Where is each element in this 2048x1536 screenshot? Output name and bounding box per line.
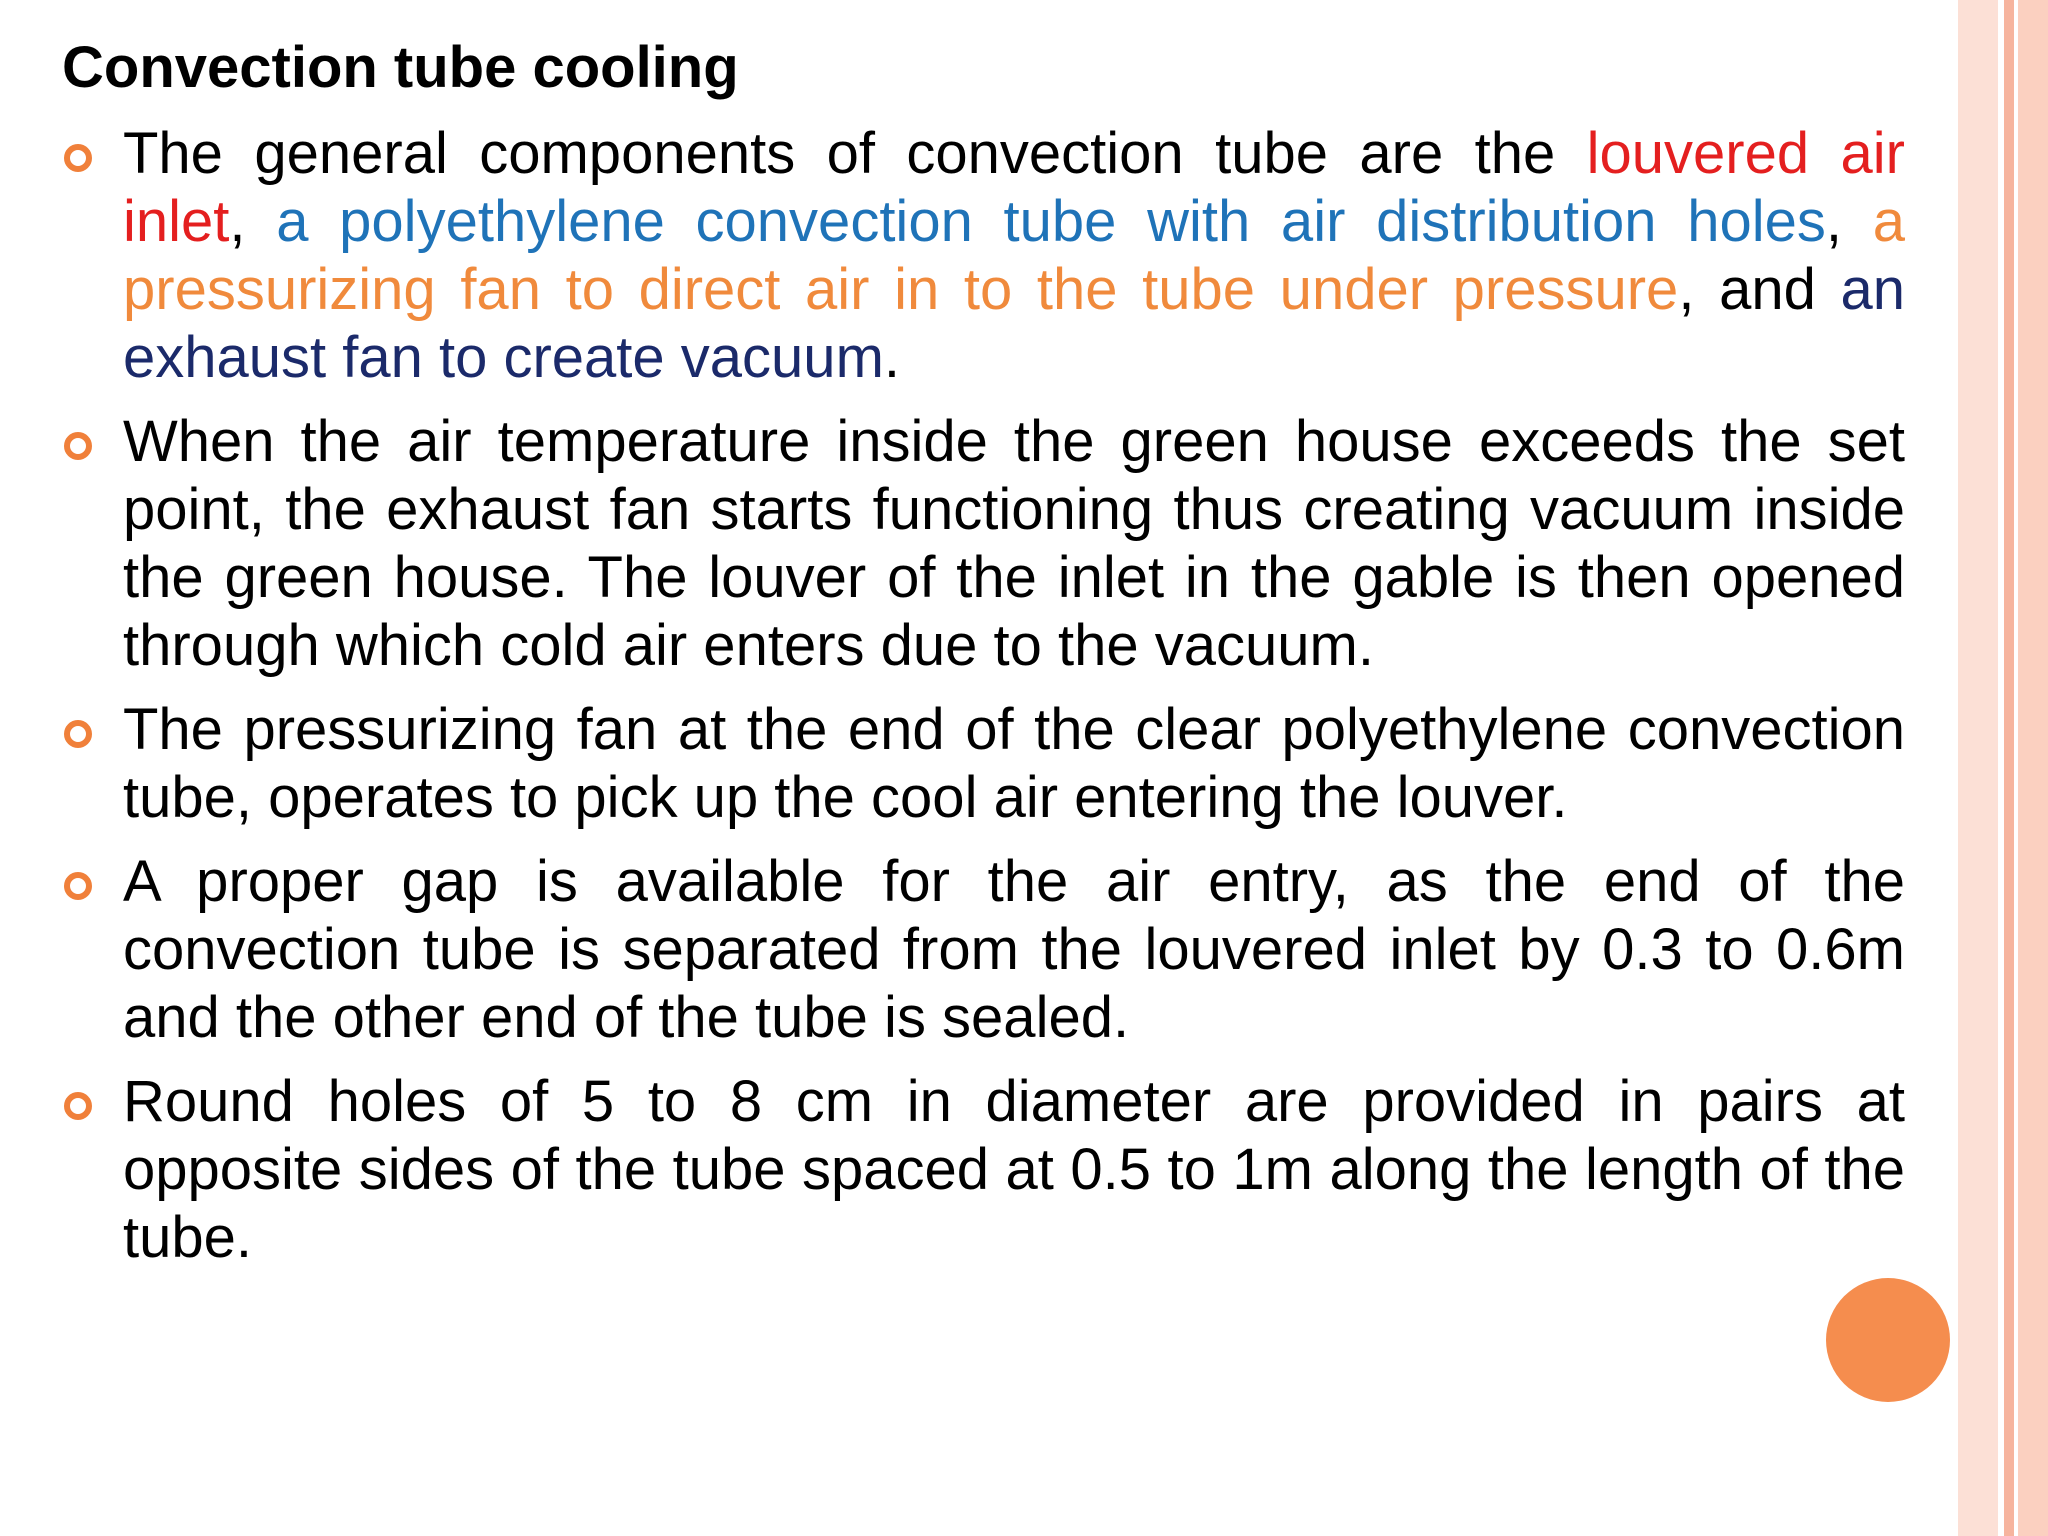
bullet-text-pressurizing-fan: a pressurizing fan to direct air in to the tube under pressure	[123, 189, 1905, 322]
bullet-text-convection-tube: a polyethylene convection tube with air distribution holes	[276, 189, 1826, 254]
bullet-ring-icon	[64, 872, 92, 900]
bullet-text-exhaust-fan: an exhaust fan to create vacuum	[123, 257, 1905, 390]
bullet-item-components	[0, 120, 1905, 392]
bullet-text: Round holes of 5 to 8 cm in diameter are provided in pairs at opposite sides of the tube spaced at 0.5 to 1m along the length of the tube.	[123, 1069, 1905, 1270]
bullet-text-louvered-air-inlet: louvered air inlet	[123, 121, 1905, 254]
bullet-item-air-gap	[0, 848, 1905, 1052]
bullet-ring-icon	[64, 1092, 92, 1120]
bullet-text: A proper gap is available for the air entry, as the end of the convection tube is separated from the louvered inlet by 0.3 to 0.6m and the other end of the tube is sealed.	[123, 849, 1905, 1050]
slide-title: Convection tube cooling	[62, 35, 739, 100]
bullet-ring-icon	[64, 432, 92, 460]
decorative-orange-circle	[1826, 1278, 1950, 1402]
bullet-text-part: , and	[1678, 257, 1841, 322]
bullet-text-part: ,	[1825, 189, 1873, 254]
bullet-text-part: .	[883, 325, 901, 390]
bullet-item-exhaust-operation	[0, 408, 1905, 680]
bullet-item-round-holes	[0, 1068, 1905, 1272]
bullet-list	[0, 120, 1960, 1272]
bullet-text-part: The general components of convection tube are the	[123, 121, 1587, 186]
bullet-ring-icon	[64, 144, 92, 172]
bullet-ring-icon	[64, 720, 92, 748]
bullet-text: When the air temperature inside the green house exceeds the set point, the exhaust fan starts functioning thus creating vacuum inside the green house. The louver of the inlet in the gable is then opened through which cold air enters due to the vacuum.	[123, 409, 1905, 678]
bullet-text: The pressurizing fan at the end of the clear polyethylene convection tube, operates to pick up the cool air entering the louver.	[123, 697, 1905, 830]
decorative-border-stripes	[1958, 0, 2048, 1536]
bullet-text-part: ,	[229, 189, 277, 254]
bullet-item-pressurizing-fan	[0, 696, 1905, 832]
